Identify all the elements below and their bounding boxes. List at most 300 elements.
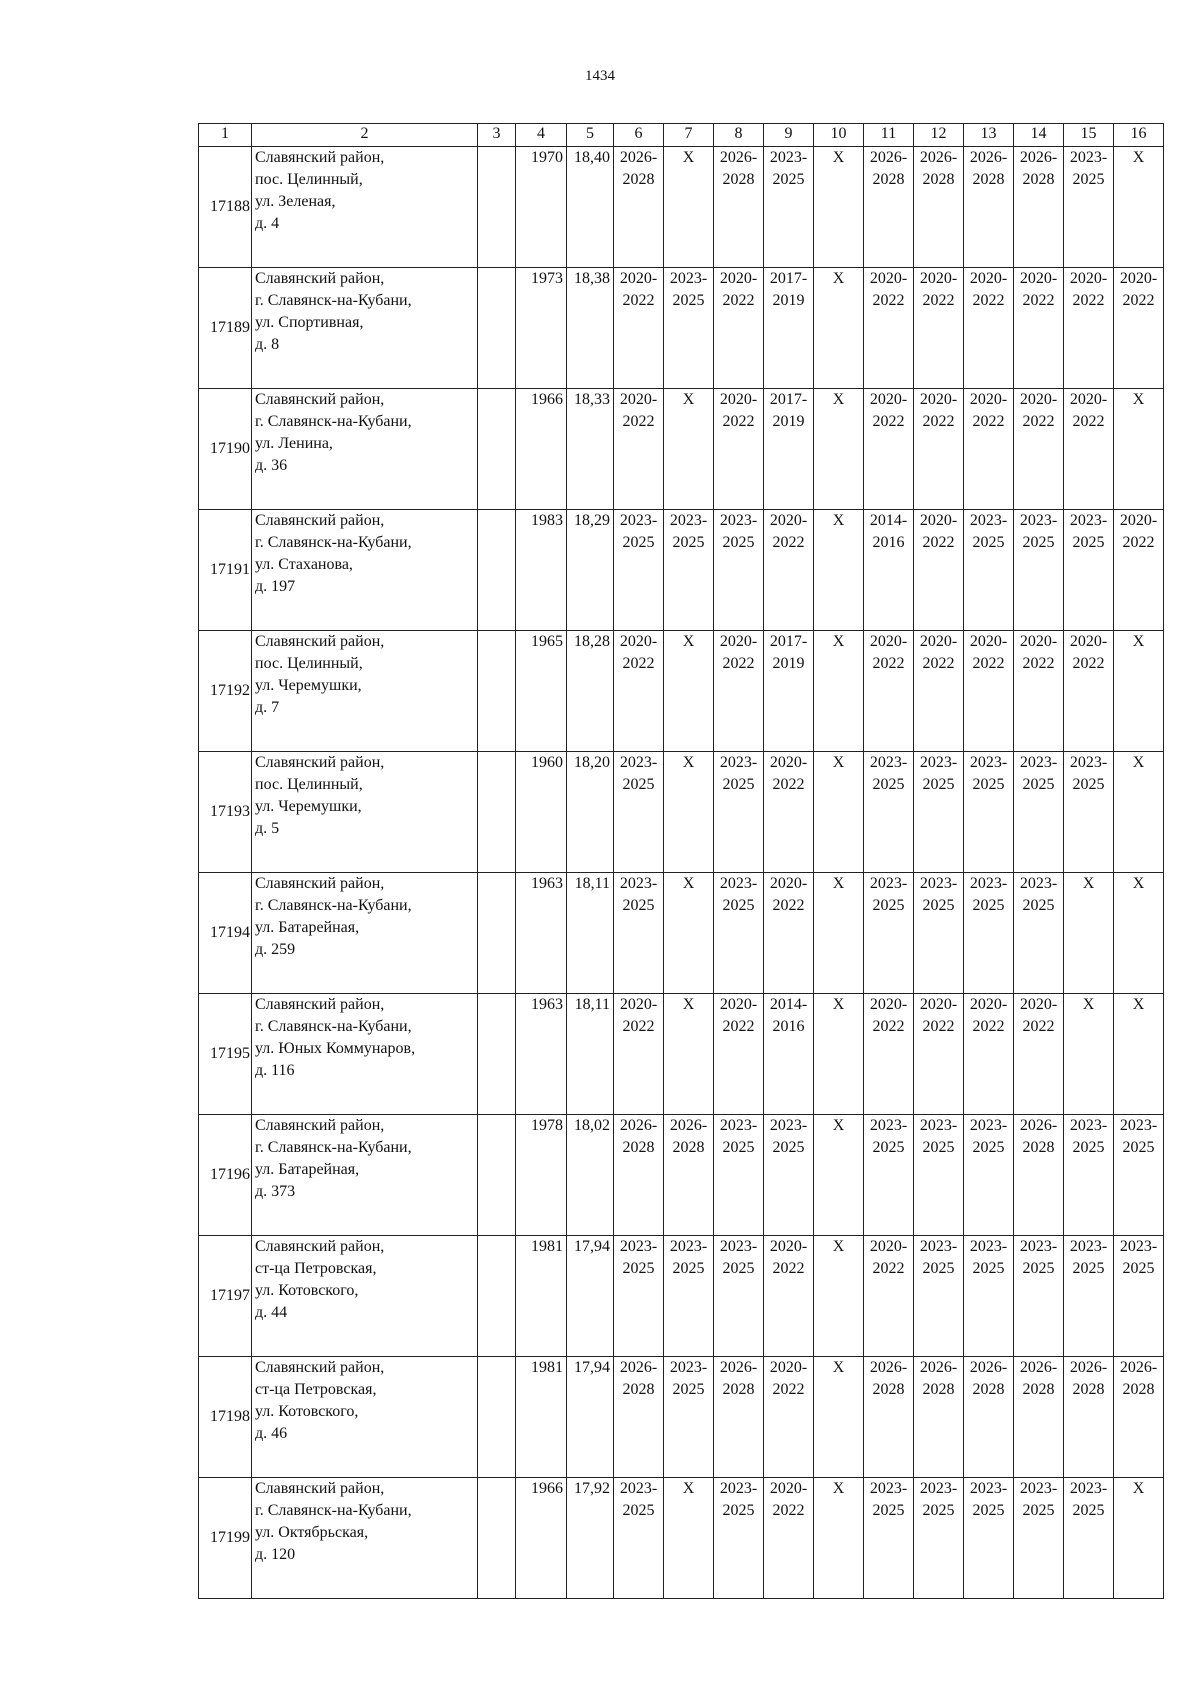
period-line: 2025: [672, 1260, 705, 1277]
address-line: ул. Батарейная,: [255, 1161, 360, 1178]
period-cell: [1064, 389, 1114, 510]
value-cell: 17,92: [567, 1478, 614, 1599]
period-line: 2017-: [769, 391, 808, 408]
period-cell: [1114, 147, 1164, 268]
period-cell: [1014, 1115, 1064, 1236]
period-line: 2020-: [719, 996, 758, 1013]
period-cell: [764, 268, 814, 389]
period-line: 2022: [772, 776, 805, 793]
period-line: 2023-: [1069, 149, 1108, 166]
period-cell: [1014, 873, 1064, 994]
period-line: 2028: [922, 171, 955, 188]
address-line: г. Славянск-на-Кубани,: [255, 292, 412, 309]
year-cell: 1960: [516, 752, 567, 873]
period-line: 2026-: [969, 1359, 1008, 1376]
period-line: 2028: [722, 171, 755, 188]
period-line: Х: [832, 512, 845, 529]
period-cell: [664, 994, 714, 1115]
period-line: Х: [832, 270, 845, 287]
period-line: 2025: [672, 1381, 705, 1398]
address-cell: [252, 994, 478, 1115]
address-line: д. 197: [255, 578, 296, 595]
column-3-cell: [478, 752, 516, 873]
period-line: 2023-: [619, 754, 658, 771]
period-line: 2025: [722, 1502, 755, 1519]
period-cell: [864, 994, 914, 1115]
period-line: 2028: [622, 1139, 655, 1156]
period-cell: [1114, 1236, 1164, 1357]
period-line: Х: [832, 996, 845, 1013]
period-cell: [914, 1115, 964, 1236]
period-line: 2017-: [769, 270, 808, 287]
period-line: 2026-: [619, 1117, 658, 1134]
table-row: [199, 1357, 1164, 1478]
period-line: 2020-: [919, 391, 958, 408]
period-cell: [1114, 389, 1164, 510]
column-header: 16: [1114, 124, 1164, 147]
period-line: 2022: [622, 655, 655, 672]
period-cell: [964, 1357, 1014, 1478]
period-cell: [614, 1478, 664, 1599]
period-line: 2025: [622, 897, 655, 914]
period-cell: [864, 268, 914, 389]
column-3-cell: [478, 631, 516, 752]
period-line: 2022: [1022, 655, 1055, 672]
period-line: 2022: [872, 413, 905, 430]
period-cell: [764, 1115, 814, 1236]
year-cell: 1973: [516, 268, 567, 389]
period-line: Х: [832, 633, 845, 650]
period-cell: [764, 147, 814, 268]
period-line: 2022: [1022, 292, 1055, 309]
period-cell: [1114, 631, 1164, 752]
period-line: 2023-: [719, 1117, 758, 1134]
address-line: Славянский район,: [255, 1238, 385, 1255]
period-line: 2025: [772, 1139, 805, 1156]
period-cell: [1114, 752, 1164, 873]
address-line: ул. Спортивная,: [255, 314, 364, 331]
period-line: 2023-: [969, 512, 1008, 529]
value-cell: 18,20: [567, 752, 614, 873]
value-cell: 18,40: [567, 147, 614, 268]
address-cell: [252, 631, 478, 752]
period-line: 2025: [722, 534, 755, 551]
period-line: 2025: [772, 171, 805, 188]
period-cell: [964, 631, 1014, 752]
address-line: ул. Ленина,: [255, 435, 333, 452]
period-cell: [1014, 1236, 1064, 1357]
column-header: 10: [814, 124, 864, 147]
period-line: 2022: [1072, 292, 1105, 309]
period-cell: [914, 1357, 964, 1478]
period-cell: [1114, 510, 1164, 631]
period-line: 2022: [622, 1018, 655, 1035]
page-number: 1434: [585, 68, 615, 84]
period-line: 2022: [1072, 413, 1105, 430]
period-cell: [614, 510, 664, 631]
record-number: 17188: [199, 147, 252, 268]
period-line: 2025: [622, 534, 655, 551]
period-line: 2022: [722, 413, 755, 430]
period-cell: [664, 147, 714, 268]
address-cell: [252, 510, 478, 631]
period-line: 2023-: [619, 512, 658, 529]
period-line: 2023-: [669, 1359, 708, 1376]
period-line: 2025: [722, 897, 755, 914]
period-line: 2025: [972, 1139, 1005, 1156]
record-number: 17198: [199, 1357, 252, 1478]
period-line: 2020-: [719, 270, 758, 287]
record-number: 17190: [199, 389, 252, 510]
column-header: 12: [914, 124, 964, 147]
period-line: 2023-: [969, 875, 1008, 892]
address-line: ул. Зеленая,: [255, 193, 336, 210]
period-line: 2025: [1022, 776, 1055, 793]
address-line: Славянский район,: [255, 633, 385, 650]
period-line: 2023-: [869, 875, 908, 892]
address-line: д. 373: [255, 1183, 296, 1200]
period-cell: [1014, 752, 1064, 873]
address-cell: [252, 389, 478, 510]
record-number: 17195: [199, 994, 252, 1115]
period-line: 2025: [1022, 534, 1055, 551]
period-cell: [764, 994, 814, 1115]
value-cell: 18,28: [567, 631, 614, 752]
period-line: 2023-: [869, 1480, 908, 1497]
period-line: 2020-: [1069, 270, 1108, 287]
table-body: [199, 147, 1164, 1599]
year-cell: 1981: [516, 1236, 567, 1357]
period-line: 2023-: [1119, 1117, 1158, 1134]
period-line: 2023-: [969, 1480, 1008, 1497]
period-cell: [1064, 1236, 1114, 1357]
period-line: 2025: [722, 776, 755, 793]
column-3-cell: [478, 873, 516, 994]
period-line: Х: [1132, 875, 1145, 892]
period-cell: [864, 147, 914, 268]
period-cell: [1014, 631, 1064, 752]
column-header: 13: [964, 124, 1014, 147]
period-line: 2023-: [1019, 754, 1058, 771]
period-line: 2026-: [1119, 1359, 1158, 1376]
period-line: 2023-: [969, 1117, 1008, 1134]
period-cell: [1114, 1357, 1164, 1478]
period-line: 2020-: [769, 1238, 808, 1255]
address-line: Славянский район,: [255, 270, 385, 287]
address-line: д. 259: [255, 941, 296, 958]
period-line: 2022: [922, 1018, 955, 1035]
address-line: д. 120: [255, 1546, 296, 1563]
period-line: 2026-: [869, 1359, 908, 1376]
period-line: 2023-: [1019, 1238, 1058, 1255]
period-line: 2025: [672, 292, 705, 309]
period-line: 2020-: [969, 270, 1008, 287]
period-line: 2022: [1072, 655, 1105, 672]
period-cell: [764, 873, 814, 994]
period-cell: [814, 1236, 864, 1357]
period-line: 2022: [872, 292, 905, 309]
period-line: 2025: [622, 776, 655, 793]
period-line: 2028: [1022, 1139, 1055, 1156]
period-line: 2020-: [619, 270, 658, 287]
year-cell: 1981: [516, 1357, 567, 1478]
year-cell: 1963: [516, 873, 567, 994]
year-cell: 1966: [516, 389, 567, 510]
table-row: [199, 510, 1164, 631]
period-line: 2026-: [919, 1359, 958, 1376]
period-line: 2022: [772, 534, 805, 551]
period-line: Х: [832, 391, 845, 408]
address-line: д. 8: [255, 336, 280, 353]
period-line: 2022: [722, 655, 755, 672]
period-line: Х: [682, 1480, 695, 1497]
period-cell: [814, 1357, 864, 1478]
period-cell: [1014, 1357, 1064, 1478]
period-cell: [1114, 873, 1164, 994]
year-cell: 1970: [516, 147, 567, 268]
period-line: 2020-: [769, 1359, 808, 1376]
address-line: пос. Целинный,: [255, 171, 363, 188]
period-cell: [864, 1236, 914, 1357]
address-line: д. 5: [255, 820, 280, 837]
address-line: д. 4: [255, 215, 280, 232]
period-line: Х: [1132, 391, 1145, 408]
address-line: пос. Целинный,: [255, 776, 363, 793]
address-line: Славянский район,: [255, 875, 385, 892]
column-header: 14: [1014, 124, 1064, 147]
period-line: 2023-: [719, 754, 758, 771]
period-line: 2023-: [919, 1480, 958, 1497]
record-number: 17194: [199, 873, 252, 994]
period-line: 2022: [722, 1018, 755, 1035]
period-line: 2022: [1022, 1018, 1055, 1035]
period-cell: [814, 389, 864, 510]
period-line: 2022: [622, 292, 655, 309]
period-cell: [714, 1236, 764, 1357]
period-line: 2028: [972, 171, 1005, 188]
period-cell: [664, 389, 714, 510]
period-line: 2020-: [769, 754, 808, 771]
period-line: 2023-: [1019, 512, 1058, 529]
address-line: г. Славянск-на-Кубани,: [255, 1502, 412, 1519]
period-line: 2020-: [919, 270, 958, 287]
period-line: 2020-: [1119, 270, 1158, 287]
period-cell: [664, 1115, 714, 1236]
column-header: 4: [516, 124, 567, 147]
period-line: 2020-: [919, 633, 958, 650]
period-line: 2025: [972, 534, 1005, 551]
address-line: ул. Юных Коммунаров,: [255, 1040, 416, 1057]
table-row: [199, 1478, 1164, 1599]
period-line: 2028: [872, 171, 905, 188]
table-row: [199, 752, 1164, 873]
table-row: [199, 147, 1164, 268]
period-line: 2020-: [1119, 512, 1158, 529]
address-line: пос. Целинный,: [255, 655, 363, 672]
period-cell: [914, 147, 964, 268]
column-header: 5: [567, 124, 614, 147]
period-cell: [914, 510, 964, 631]
period-line: 2028: [872, 1381, 905, 1398]
period-line: 2020-: [769, 1480, 808, 1497]
year-cell: 1983: [516, 510, 567, 631]
period-line: 2025: [922, 1502, 955, 1519]
period-line: 2022: [972, 413, 1005, 430]
period-cell: [1064, 752, 1114, 873]
period-cell: [1014, 510, 1064, 631]
period-line: 2025: [1022, 1502, 1055, 1519]
record-number: 17193: [199, 752, 252, 873]
value-cell: 18,11: [567, 994, 614, 1115]
period-cell: [714, 510, 764, 631]
period-line: 2026-: [969, 149, 1008, 166]
period-line: 2022: [772, 897, 805, 914]
period-cell: [1064, 1478, 1114, 1599]
address-line: ул. Черемушки,: [255, 798, 362, 815]
period-line: 2025: [872, 776, 905, 793]
period-line: Х: [832, 875, 845, 892]
period-cell: [1014, 1478, 1064, 1599]
period-line: 2025: [872, 1502, 905, 1519]
period-line: 2028: [722, 1381, 755, 1398]
period-line: 2023-: [1019, 875, 1058, 892]
period-line: Х: [1132, 149, 1145, 166]
period-line: 2023-: [919, 875, 958, 892]
period-cell: [1064, 510, 1114, 631]
column-3-cell: [478, 1115, 516, 1236]
column-3-cell: [478, 1236, 516, 1357]
address-line: г. Славянск-на-Кубани,: [255, 1018, 412, 1035]
period-line: 2023-: [869, 1117, 908, 1134]
period-line: 2020-: [869, 1238, 908, 1255]
value-cell: 18,38: [567, 268, 614, 389]
period-line: Х: [682, 391, 695, 408]
record-number: 17191: [199, 510, 252, 631]
period-line: Х: [1132, 633, 1145, 650]
period-cell: [964, 510, 1014, 631]
period-cell: [664, 873, 714, 994]
address-line: ул. Черемушки,: [255, 677, 362, 694]
period-line: 2028: [622, 171, 655, 188]
column-header: 15: [1064, 124, 1114, 147]
period-line: 2020-: [619, 391, 658, 408]
address-line: д. 7: [255, 699, 280, 716]
period-line: Х: [1082, 875, 1095, 892]
period-line: 2023-: [919, 1238, 958, 1255]
period-line: 2023-: [1069, 754, 1108, 771]
period-line: 2023-: [619, 1238, 658, 1255]
period-cell: [1064, 147, 1114, 268]
period-line: 2022: [772, 1260, 805, 1277]
period-line: 2025: [1072, 1502, 1105, 1519]
address-line: ул. Котовского,: [255, 1403, 359, 1420]
period-line: 2025: [1072, 1260, 1105, 1277]
period-line: 2026-: [1019, 149, 1058, 166]
column-3-cell: [478, 268, 516, 389]
period-line: 2023-: [969, 754, 1008, 771]
table-row: [199, 631, 1164, 752]
period-line: Х: [1132, 996, 1145, 1013]
period-cell: [614, 752, 664, 873]
period-line: 2020-: [869, 633, 908, 650]
period-line: 2026-: [719, 149, 758, 166]
column-header: 9: [764, 124, 814, 147]
period-cell: [964, 268, 1014, 389]
period-line: 2023-: [719, 1238, 758, 1255]
column-3-cell: [478, 389, 516, 510]
period-cell: [764, 1478, 814, 1599]
period-cell: [764, 631, 814, 752]
value-cell: 17,94: [567, 1236, 614, 1357]
period-line: 2023-: [669, 270, 708, 287]
period-line: 2014-: [869, 512, 908, 529]
period-cell: [1114, 1115, 1164, 1236]
period-cell: [814, 631, 864, 752]
period-cell: [814, 268, 864, 389]
period-line: 2026-: [1019, 1117, 1058, 1134]
period-line: 2020-: [1069, 633, 1108, 650]
period-line: 2016: [772, 1018, 805, 1035]
period-cell: [1064, 994, 1114, 1115]
period-line: Х: [682, 754, 695, 771]
period-cell: [714, 147, 764, 268]
record-number: 17189: [199, 268, 252, 389]
period-cell: [1064, 873, 1114, 994]
period-line: 2022: [1122, 534, 1155, 551]
period-line: 2020-: [869, 391, 908, 408]
address-line: г. Славянск-на-Кубани,: [255, 1139, 412, 1156]
period-line: Х: [682, 875, 695, 892]
period-cell: [914, 631, 964, 752]
period-cell: [814, 1478, 864, 1599]
period-line: Х: [1132, 754, 1145, 771]
address-cell: [252, 147, 478, 268]
period-cell: [964, 1115, 1014, 1236]
column-3-cell: [478, 1357, 516, 1478]
period-line: 2025: [1022, 897, 1055, 914]
period-cell: [864, 873, 914, 994]
period-cell: [1014, 147, 1064, 268]
value-cell: 18,33: [567, 389, 614, 510]
period-cell: [914, 268, 964, 389]
address-line: Славянский район,: [255, 149, 385, 166]
period-line: 2022: [772, 1502, 805, 1519]
column-3-cell: [478, 994, 516, 1115]
value-cell: 18,02: [567, 1115, 614, 1236]
period-line: 2023-: [919, 754, 958, 771]
period-cell: [1064, 631, 1114, 752]
period-line: 2026-: [619, 1359, 658, 1376]
period-line: 2025: [722, 1139, 755, 1156]
period-line: 2025: [1072, 534, 1105, 551]
period-line: 2025: [622, 1502, 655, 1519]
year-cell: 1966: [516, 1478, 567, 1599]
period-line: 2023-: [619, 875, 658, 892]
period-cell: [964, 752, 1014, 873]
period-line: 2022: [972, 655, 1005, 672]
value-cell: 18,29: [567, 510, 614, 631]
period-cell: [714, 994, 764, 1115]
period-line: 2025: [722, 1260, 755, 1277]
period-line: 2022: [772, 1381, 805, 1398]
period-line: 2023-: [1069, 1238, 1108, 1255]
address-line: д. 36: [255, 457, 288, 474]
table-row: [199, 1236, 1164, 1357]
period-cell: [864, 510, 914, 631]
address-line: д. 46: [255, 1425, 288, 1442]
address-line: Славянский район,: [255, 512, 385, 529]
period-line: 2026-: [1069, 1359, 1108, 1376]
